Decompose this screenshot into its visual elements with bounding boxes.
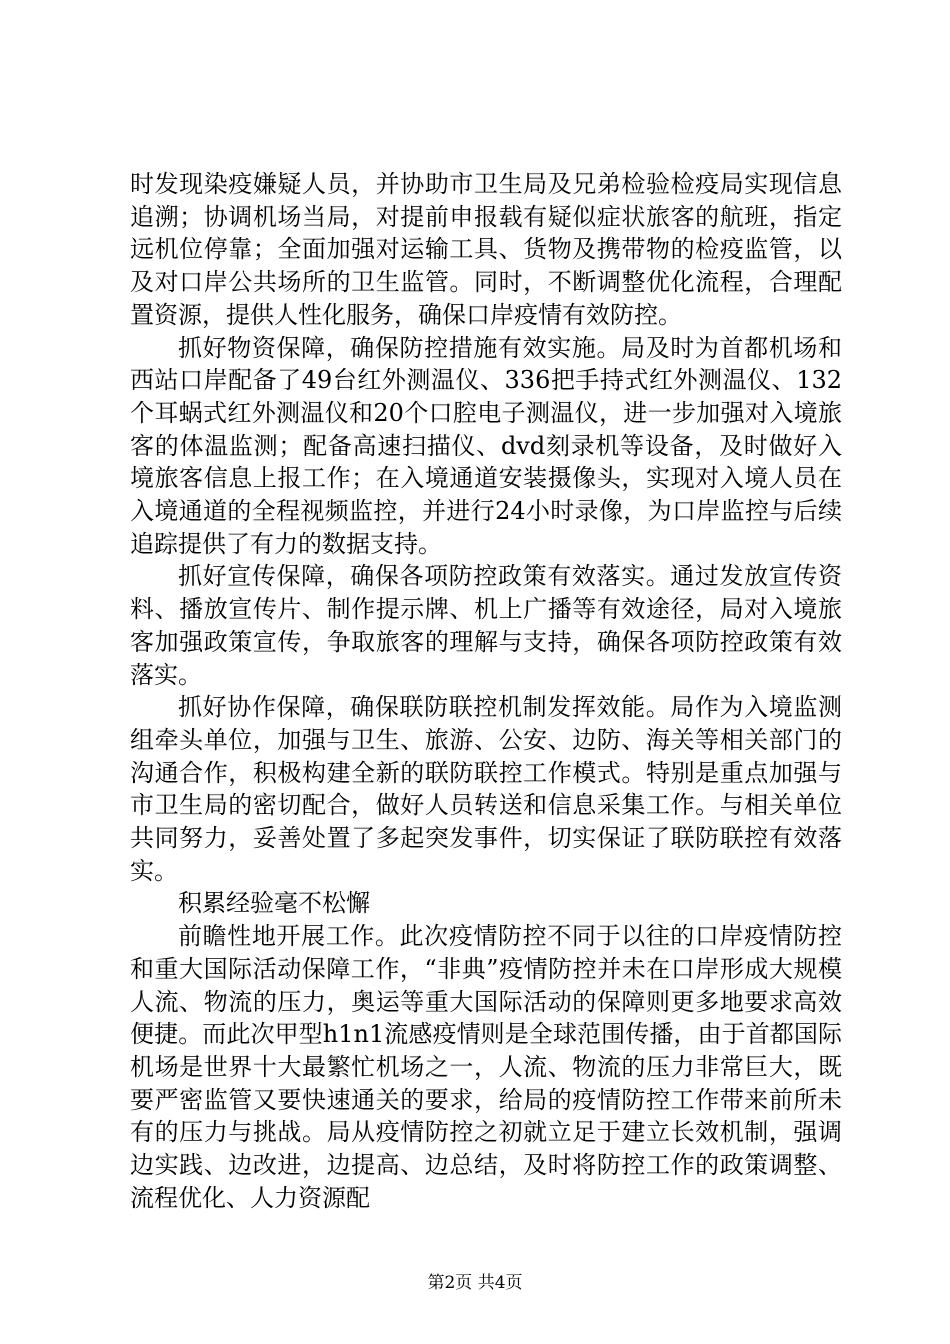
document-body xyxy=(130,168,842,1215)
paragraph-cooperation-support: 抓好协作保障，确保联防联控机制发挥效能。局作为入境监测组牵头单位，加强与卫生、旅游、公安、边防、海关等相关部门的沟通合作，积极构建全新的联防联控工作模式。特别是重点加强与市卫生局的密切配合，做好人员转送和信息采集工作。与相关单位共同努力，妥善处置了多起突发事件，切实保证了联防联控有效落实。 xyxy=(130,693,842,885)
paragraph-continued: 时发现染疫嫌疑人员，并协助市卫生局及兄弟检验检疫局实现信息追溯；协调机场当局，对提前申报载有疑似症状旅客的航班，指定远机位停靠；全面加强对运输工具、货物及携带物的检疫监管，以及对口岸公共场所的卫生监管。同时，不断调整优化流程，合理配置资源，提供人性化服务，确保口岸疫情有效防控。 xyxy=(130,170,842,329)
paragraph-publicity-support: 抓好宣传保障，确保各项防控政策有效落实。通过发放宣传资料、播放宣传片、制作提示牌、机上广播等有效途径，局对入境旅客加强政策宣传，争取旅客的理解与支持，确保各项防控政策有效落实。 xyxy=(130,562,842,689)
paragraph-material-support: 抓好物资保障，确保防控措施有效实施。局及时为首都机场和西站口岸配备了49台红外测温仪、336把手持式红外测温仪、132个耳蜗式红外测温仪和20个口腔电子测温仪，进一步加强对入境旅客的体温监测；配备高速扫描仪、dvd刻录机等设备，及时做好入境旅客信息上报工作；在入境通道安装摄像头，实现对入境人员在入境通道的全程视频监控，并进行24小时录像，为口岸监控与后续追踪提供了有力的数据支持。 xyxy=(130,333,842,558)
page-footer: 第2页 共4页 xyxy=(427,1273,523,1293)
paragraph-proactive-work: 前瞻性地开展工作。此次疫情防控不同于以往的口岸疫情防控和重大国际活动保障工作，“非典”疫情防控并未在口岸形成大规模人流、物流的压力，奥运等重大国际活动的保障则更多地要求高效便捷。而此次甲型h1n1流感疫情则是全球范围传播，由于首都国际机场是世界十大最繁忙机场之一，人流、物流的压力非常巨大，既要严密监管又要快速通关的要求，给局的疫情防控工作带来前所未有的压力与挑战。局从疫情防控之初就立足于建立长效机制，强调边实践、边改进，边提高、边总结，及时将防控工作的政策调整、流程优化、人力资源配 xyxy=(130,922,842,1212)
section-heading: 积累经验毫不松懈 xyxy=(178,889,370,918)
